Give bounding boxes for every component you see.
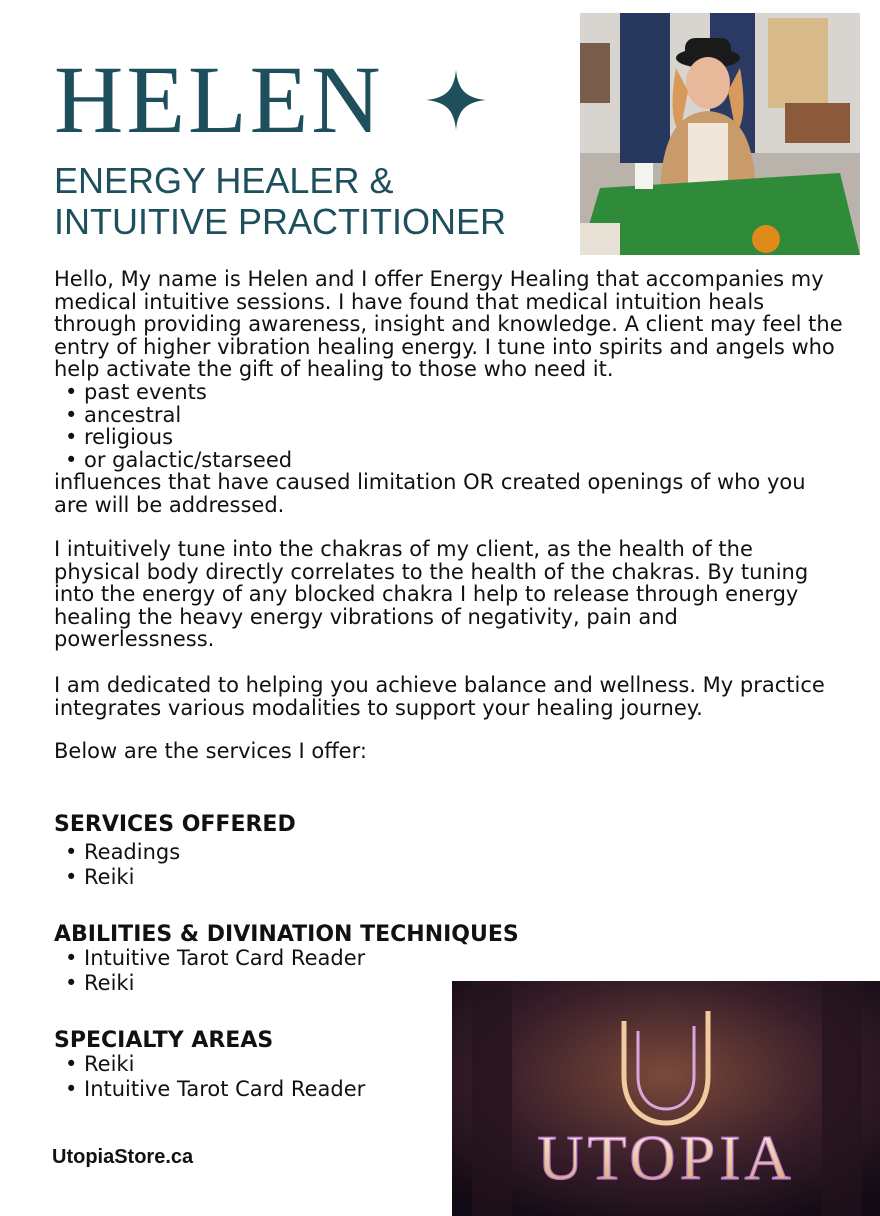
healer-subtitle bbox=[54, 160, 506, 242]
intro-block bbox=[54, 268, 844, 517]
specialty-list bbox=[54, 1052, 365, 1102]
four-point-star-icon bbox=[424, 68, 488, 132]
subtitle-line-2: INTUITIVE PRACTITIONER bbox=[54, 201, 507, 242]
list-item: • Intuitive Tarot Card Reader bbox=[84, 946, 365, 971]
abilities-list bbox=[54, 946, 365, 996]
influence-list bbox=[54, 381, 844, 471]
section-title-abilities: ABILITIES & DIVINATION TECHNIQUES bbox=[54, 922, 519, 947]
logo-text: UTOPIA bbox=[537, 1122, 795, 1193]
list-item: • Reiki bbox=[84, 971, 365, 996]
influences-paragraph: influences that have caused limitation OR created openings of who you are will be addressed. bbox=[54, 470, 806, 517]
section-title-specialty: SPECIALTY AREAS bbox=[54, 1028, 274, 1053]
store-link[interactable]: UtopiaStore.ca bbox=[52, 1146, 194, 1168]
list-item: • Reiki bbox=[84, 1052, 365, 1077]
dedication-paragraph: I am dedicated to helping you achieve balance and wellness. My practice integrates various modalities to support your healing journey. bbox=[54, 673, 825, 720]
healer-photo bbox=[580, 13, 860, 255]
services-intro: Below are the services I offer: bbox=[54, 739, 367, 763]
section-title-services: SERVICES OFFERED bbox=[54, 812, 296, 837]
subtitle-line-1: ENERGY HEALER & bbox=[54, 160, 394, 201]
list-item: • ancestral bbox=[84, 404, 844, 427]
healer-name: HELEN bbox=[54, 46, 384, 153]
services-list bbox=[54, 840, 180, 890]
utopia-logo bbox=[452, 981, 880, 1216]
list-item: • Reiki bbox=[84, 865, 180, 890]
list-item: • or galactic/starseed bbox=[84, 449, 844, 472]
list-item: • past events bbox=[84, 381, 844, 404]
chakra-paragraph: I intuitively tune into the chakras of my client, as the health of the physical body directly correlates to the health of the chakras. By tuning into the energy of any blocked chakra I help to release through energy healing the heavy energy vibrations of negativity, pain and powerlessness. bbox=[54, 537, 809, 652]
list-item: • Readings bbox=[84, 840, 180, 865]
list-item: • religious bbox=[84, 426, 844, 449]
intro-paragraph: Hello, My name is Helen and I offer Energy Healing that accompanies my medical intuitive sessions. I have found that medical intuition heals through providing awareness, insight and knowledge. A client may feel the entry of higher vibration healing energy. I tune into spirits and angels who help activate the gift of healing to those who need it. bbox=[54, 267, 843, 382]
list-item: • Intuitive Tarot Card Reader bbox=[84, 1077, 365, 1102]
